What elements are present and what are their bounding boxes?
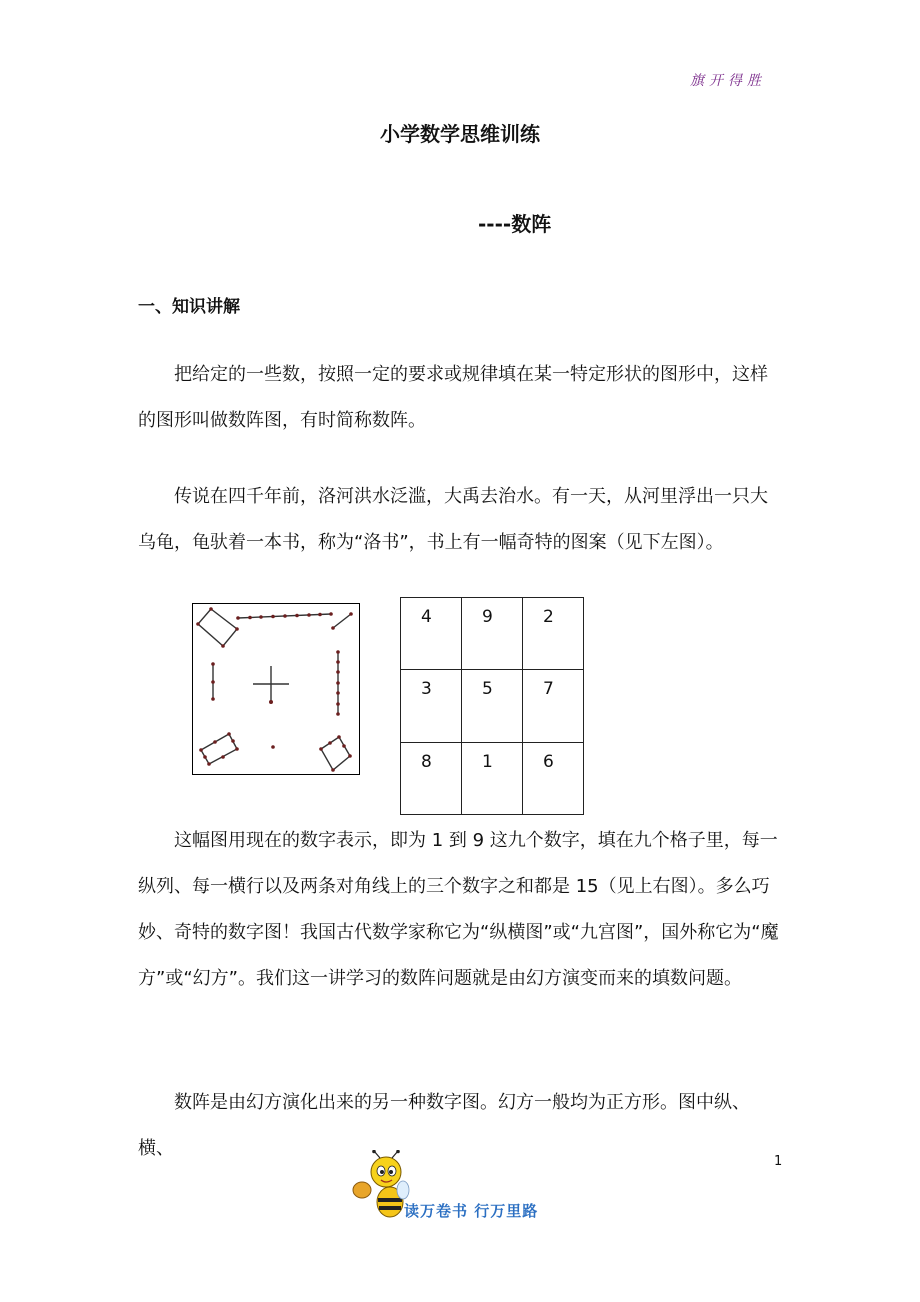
paragraph-legend: 传说在四千年前，洛河洪水泛滥，大禹去治水。有一天，从河里浮出一只大乌龟，龟驮着一本书，称为“洛书”，书上有一幅奇特的图案（见下左图）。 (138, 486, 768, 553)
footer-slogan: 读万卷书 行万里路 (404, 1202, 539, 1220)
page-number: 1 (774, 1154, 783, 1169)
magic-square-cell: 4 (401, 598, 462, 670)
magic-square-cell: 5 (462, 670, 523, 742)
magic-square-cell: 8 (401, 742, 462, 814)
section-heading: 一、知识讲解 (138, 297, 240, 317)
magic-square-cell: 9 (462, 598, 523, 670)
magic-square-cell: 2 (523, 598, 584, 670)
page-title: 小学数学思维训练 (380, 122, 540, 146)
magic-square-row (401, 598, 584, 670)
magic-square (400, 597, 584, 815)
luoshu-group-2 (333, 614, 351, 628)
luoshu-diagram (192, 603, 360, 775)
paragraph-shuzhen: 数阵是由幻方演化出来的另一种数字图。幻方一般均为正方形。图中纵、横、 (138, 1092, 750, 1159)
bee-mascot-icon (350, 1150, 410, 1222)
magic-square-cell: 6 (523, 742, 584, 814)
header-motto: 旗开得胜 (690, 73, 766, 89)
magic-square-row (401, 670, 584, 742)
paragraph-definition: 把给定的一些数，按照一定的要求或规律填在某一特定形状的图形中，这样的图形叫做数阵图，有时简称数阵。 (138, 364, 768, 431)
luoshu-group-8 (201, 734, 237, 764)
page-subtitle: ----数阵 (478, 212, 552, 236)
magic-square-cell: 1 (462, 742, 523, 814)
magic-square-row (401, 742, 584, 814)
magic-square-cell: 7 (523, 670, 584, 742)
paragraph-explanation: 这幅图用现在的数字表示，即为 1 到 9 这九个数字，填在九个格子里，每一纵列、每一横行以及两条对角线上的三个数字之和都是 15（见上右图）。多么巧妙、奇特的数字图！我国古代数学家称它为“纵横图”或“九宫图”，国外称它为“魔方”或“幻方”。我们这一讲学习的数阵问题就是由幻方演变而来的填数问题。 (138, 830, 779, 989)
luoshu-group-6 (321, 737, 350, 770)
luoshu-figure (193, 604, 359, 774)
luoshu-group-4 (198, 609, 237, 646)
magic-square-cell: 3 (401, 670, 462, 742)
